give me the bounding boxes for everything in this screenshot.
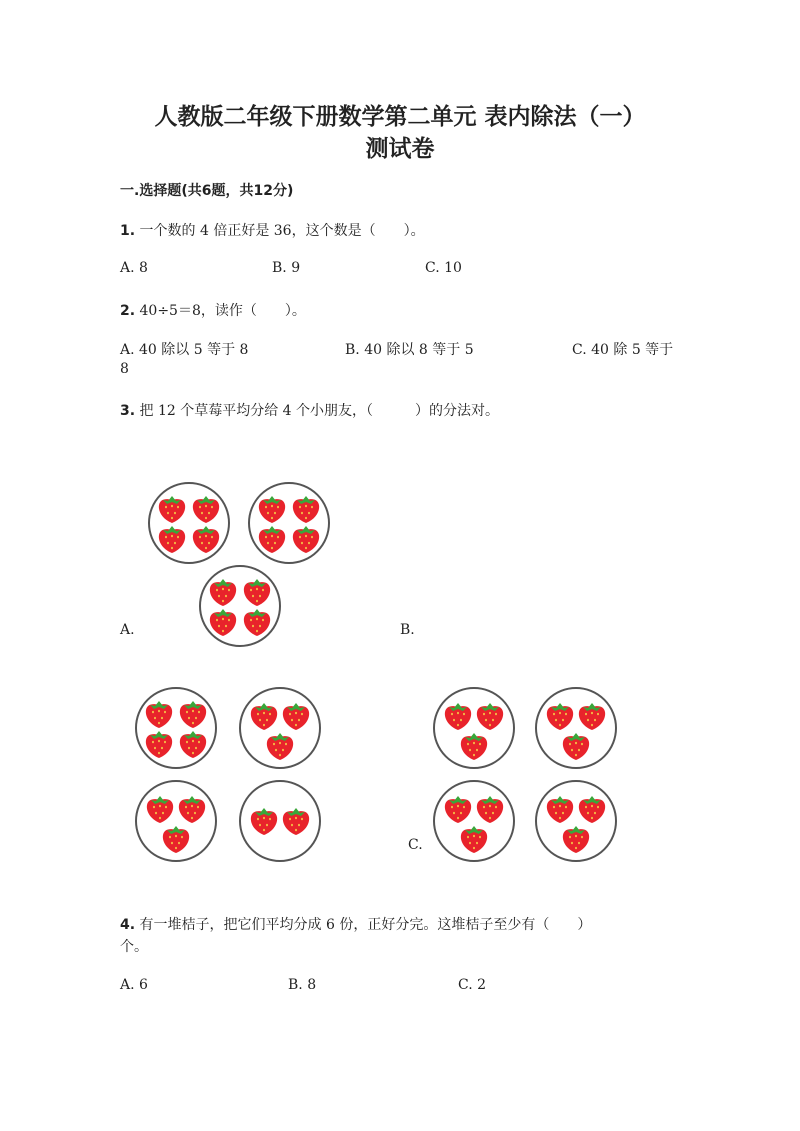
group-circle bbox=[136, 688, 216, 768]
strawberry-icon bbox=[461, 826, 487, 853]
q2-option-c-wrap: 8 bbox=[120, 361, 129, 377]
strawberry-icon bbox=[563, 733, 589, 760]
q4-option-b[interactable]: B. 8 bbox=[288, 977, 317, 993]
strawberry-group bbox=[149, 483, 229, 563]
question-number: 2. bbox=[120, 303, 136, 319]
question-number: 3. bbox=[120, 403, 136, 419]
q4-option-a[interactable]: A. 6 bbox=[120, 977, 148, 993]
strawberry-icon bbox=[159, 526, 185, 553]
strawberry-icon bbox=[251, 808, 277, 835]
question-2 bbox=[120, 300, 306, 320]
question-text: 一个数的 4 倍正好是 36，这个数是（ ）。 bbox=[139, 223, 425, 239]
question-text: 把 12 个草莓平均分给 4 个小朋友，（ ）的分法对。 bbox=[139, 403, 500, 419]
section-heading: 一.选择题(共6题，共12分) bbox=[120, 183, 294, 199]
strawberry-icon bbox=[180, 701, 206, 728]
strawberry-group bbox=[240, 688, 320, 768]
strawberry-group bbox=[136, 688, 216, 768]
question-4 bbox=[120, 914, 591, 934]
strawberry-icon bbox=[259, 496, 285, 523]
strawberry-icon bbox=[210, 609, 236, 636]
strawberry-icon bbox=[193, 496, 219, 523]
strawberry-icon bbox=[445, 796, 471, 823]
strawberry-icon bbox=[244, 609, 270, 636]
strawberry-icon bbox=[159, 496, 185, 523]
q1-option-b[interactable]: B. 9 bbox=[272, 260, 301, 276]
strawberry-group bbox=[200, 566, 280, 646]
strawberry-group bbox=[249, 483, 329, 563]
group-circle bbox=[200, 566, 280, 646]
option-c-figure bbox=[424, 682, 634, 872]
q2-option-a[interactable]: A. 40 除以 5 等于 8 bbox=[120, 342, 249, 358]
q2-option-b[interactable]: B. 40 除以 8 等于 5 bbox=[345, 342, 474, 358]
strawberry-icon bbox=[293, 496, 319, 523]
strawberry-icon bbox=[445, 703, 471, 730]
strawberry-icon bbox=[146, 731, 172, 758]
option-a-figure bbox=[140, 482, 340, 652]
strawberry-group bbox=[536, 688, 616, 768]
question-4-wrap: 个。 bbox=[120, 939, 148, 955]
strawberry-icon bbox=[146, 701, 172, 728]
strawberry-icon bbox=[163, 826, 189, 853]
strawberry-icon bbox=[283, 703, 309, 730]
q1-option-a[interactable]: A. 8 bbox=[120, 260, 148, 276]
option-b-figure bbox=[126, 682, 336, 872]
strawberry-icon bbox=[563, 826, 589, 853]
q2-option-c[interactable]: C. 40 除 5 等于 bbox=[572, 342, 674, 358]
q3-option-a[interactable]: A. bbox=[120, 622, 135, 638]
question-text: 40÷5＝8，读作（ ）。 bbox=[139, 303, 306, 319]
strawberry-icon bbox=[293, 526, 319, 553]
strawberry-icon bbox=[259, 526, 285, 553]
strawberry-icon bbox=[267, 733, 293, 760]
page-title: 人教版二年级下册数学第二单元 表内除法（一） bbox=[154, 104, 646, 130]
strawberry-icon bbox=[579, 703, 605, 730]
question-1 bbox=[120, 220, 425, 240]
strawberry-icon bbox=[210, 579, 236, 606]
question-text: 有一堆桔子，把它们平均分成 6 份，正好分完。这堆桔子至少有（ ） bbox=[139, 917, 592, 933]
strawberry-group bbox=[240, 781, 320, 861]
question-number: 4. bbox=[120, 917, 136, 933]
strawberry-icon bbox=[147, 796, 173, 823]
strawberry-icon bbox=[180, 731, 206, 758]
strawberry-group bbox=[434, 688, 514, 768]
strawberry-icon bbox=[579, 796, 605, 823]
strawberry-icon bbox=[244, 579, 270, 606]
strawberry-icon bbox=[283, 808, 309, 835]
group-circle bbox=[249, 483, 329, 563]
strawberry-icon bbox=[547, 796, 573, 823]
page-subtitle: 测试卷 bbox=[365, 136, 435, 162]
question-3 bbox=[120, 400, 499, 420]
q3-option-c[interactable]: C. bbox=[408, 837, 423, 853]
question-number: 1. bbox=[120, 223, 136, 239]
strawberry-group bbox=[536, 781, 616, 861]
strawberry-icon bbox=[251, 703, 277, 730]
strawberry-icon bbox=[547, 703, 573, 730]
strawberry-icon bbox=[193, 526, 219, 553]
strawberry-group bbox=[136, 781, 216, 861]
q4-option-c[interactable]: C. 2 bbox=[458, 977, 487, 993]
strawberry-icon bbox=[477, 796, 503, 823]
strawberry-icon bbox=[461, 733, 487, 760]
strawberry-icon bbox=[179, 796, 205, 823]
q1-option-c[interactable]: C. 10 bbox=[425, 260, 462, 276]
group-circle bbox=[149, 483, 229, 563]
q3-option-b[interactable]: B. bbox=[400, 622, 415, 638]
strawberry-icon bbox=[477, 703, 503, 730]
strawberry-group bbox=[434, 781, 514, 861]
